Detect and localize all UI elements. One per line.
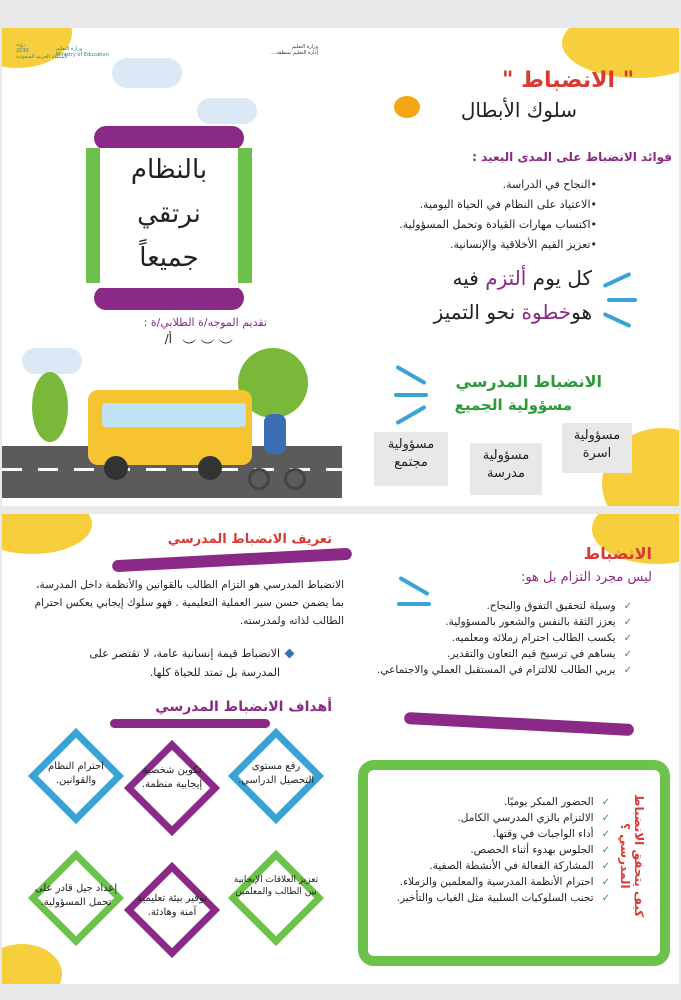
benefits-heading: فوائد الانضباط على المدى البعيد :	[472, 150, 672, 164]
bus-wheel	[198, 456, 222, 480]
goal-text: إعداد جيل قادر على تحمل المسؤولية.	[34, 883, 118, 908]
resp-school-text: مسؤولية مدرسة	[482, 448, 530, 481]
frame-bottom-bar	[94, 286, 244, 310]
resp-society-text: مسؤولية مجتمع	[387, 437, 435, 470]
resp-card-school	[470, 443, 542, 495]
diamond-bullet-icon	[285, 649, 295, 659]
everyone-responsibility: مسؤولية الجميع	[454, 396, 572, 414]
benefit-item: •الاعتياد على النظام في الحياة اليومية.	[419, 198, 597, 211]
bike-wheel	[284, 468, 306, 490]
corner-blob	[2, 514, 92, 554]
motto-line-2: هوخطوة نحو التميز	[433, 300, 592, 324]
school-discipline-label: الانضباط المدرسي	[455, 372, 602, 391]
bike-wheel	[248, 468, 270, 490]
goal-diamond	[228, 850, 324, 946]
goal-text: توفير بيئة تعليمية آمنة وهادئة.	[137, 893, 207, 918]
discipline-point: ✓ يربي الطالب للالتزام في المستقبل العملي والاجتماعي.	[382, 664, 632, 676]
slogan-line: نرتقي	[137, 199, 201, 229]
resp-card-society	[374, 432, 448, 486]
benefit-item: •اكتساب مهارات القيادة وتحمل المسؤولية.	[399, 218, 597, 231]
vision-2030-logo: رؤية 2030 المملكة العربية السعودية	[16, 42, 68, 60]
birds-icon: ︶ ︶ ︶	[182, 339, 233, 355]
frame-left-bar	[86, 148, 100, 283]
cloud	[197, 98, 257, 124]
discipline-point: ✓ يساهم في ترسيخ قيم التعاون والتقدير.	[382, 648, 632, 660]
ray-decoration	[603, 272, 632, 288]
motto-line-1: كل يوم ألتزم فيه	[452, 266, 592, 290]
discipline-point: ✓ يعزز الثقة بالنفس والشعور بالمسؤولية.	[382, 616, 632, 628]
ray-decoration	[607, 298, 637, 302]
benefit-item: •النجاح في الدراسة.	[502, 178, 597, 191]
cloud	[112, 58, 182, 88]
how-point: ✓ الحضور المبكر يوميًا.	[378, 796, 610, 808]
main-title: " الانضباط "	[502, 68, 635, 93]
discipline-points	[377, 600, 632, 680]
goal-text: تكوين شخصية إيجابية منظمة.	[141, 765, 203, 790]
ray-decoration	[603, 312, 632, 328]
goal-text: رفع مستوى التحصيل الدراسي.	[237, 761, 315, 786]
corner-blob	[2, 944, 62, 984]
header-ministry-text: وزارة التعليم إدارة التعليم بمنطقة....	[270, 44, 319, 56]
goal-text: احترام النظام والقوانين.	[48, 761, 104, 786]
cloud	[22, 348, 82, 374]
ray-decoration	[395, 365, 426, 385]
tree	[32, 372, 68, 442]
muscle-icon	[394, 96, 420, 118]
benefit-item: •تعزيز القيم الأخلاقية والإنسانية.	[450, 238, 597, 251]
slogan-line: جميعاً	[139, 243, 199, 273]
frame-top-bar	[94, 126, 244, 150]
discipline-point: ✓ يكسب الطالب احترام زملائه ومعلميه.	[382, 632, 632, 644]
subtitle: سلوك الأبطال	[460, 98, 577, 122]
how-point: ✓ الجلوس بهدوء أثناء الحصص.	[378, 844, 610, 856]
frame-right-bar	[238, 148, 252, 283]
definition-heading: تعريف الانضباط المدرسي	[167, 532, 332, 547]
cyclist-child	[264, 414, 286, 454]
poster-panel-top	[2, 28, 679, 506]
definition-text: الانضباط المدرسي هو التزام الطالب بالقوانين والأنظمة داخل المدرسة، بما يضمن حسن سير العملية التعليمية . فهو سلوك إيجابي يعكس احترام الطالب لذاته ولمدرسته.	[34, 579, 344, 627]
poster-panel-bottom	[2, 514, 679, 984]
bus-windows	[102, 403, 246, 427]
school-bus	[88, 390, 252, 465]
presenter-name: أ/	[164, 332, 172, 346]
ray-decoration	[398, 576, 429, 596]
how-points	[378, 796, 610, 908]
frame-slogan	[100, 148, 238, 288]
benefits-list	[372, 176, 597, 256]
not-just-label: ليس مجرد التزام بل هو:	[520, 570, 652, 585]
slogan-line: بالنظام	[130, 155, 208, 185]
how-point: ✓ احترام الأنظمة المدرسية والمعلمين والزملاء.	[378, 876, 610, 888]
bus-wheel	[104, 456, 128, 480]
definition-value: الانضباط قيمة إنسانية عامة، لا تقتصر على المدرسة بل تمتد للحياة كلها.	[89, 647, 280, 679]
goal-text: تعزيز العلاقات الإيجابية بين الطالب والمعلمين	[233, 875, 319, 897]
swoosh-decoration	[112, 548, 352, 573]
presenter-label: تقديم الموجه/ة الطلابي/ة :	[143, 316, 267, 329]
ministry-logo: وزارة التعليم Ministry of Education	[56, 46, 109, 58]
how-point: ✓ المشاركة الفعالة في الأنشطة الصفية.	[378, 860, 610, 872]
how-point: ✓ تجنب السلوكيات السلبية مثل الغياب والتأخير.	[378, 892, 610, 904]
discipline-point: ✓ وسيلة لتحقيق التفوق والنجاح.	[382, 600, 632, 612]
goals-heading: أهداف الانضباط المدرسي	[155, 699, 332, 715]
swoosh-decoration	[404, 712, 634, 736]
how-point: ✓ أداء الواجبات في وقتها.	[378, 828, 610, 840]
how-heading: كيف يتحقق الانضباط المدرسي ؟	[618, 794, 646, 918]
resp-family-text: مسؤولية اسرة	[573, 428, 621, 461]
how-point: ✓ الالتزام بالزي المدرسي الكامل.	[378, 812, 610, 824]
discipline-heading: الانضباط	[583, 544, 652, 563]
resp-card-family	[562, 423, 632, 473]
swoosh-decoration	[110, 719, 270, 728]
